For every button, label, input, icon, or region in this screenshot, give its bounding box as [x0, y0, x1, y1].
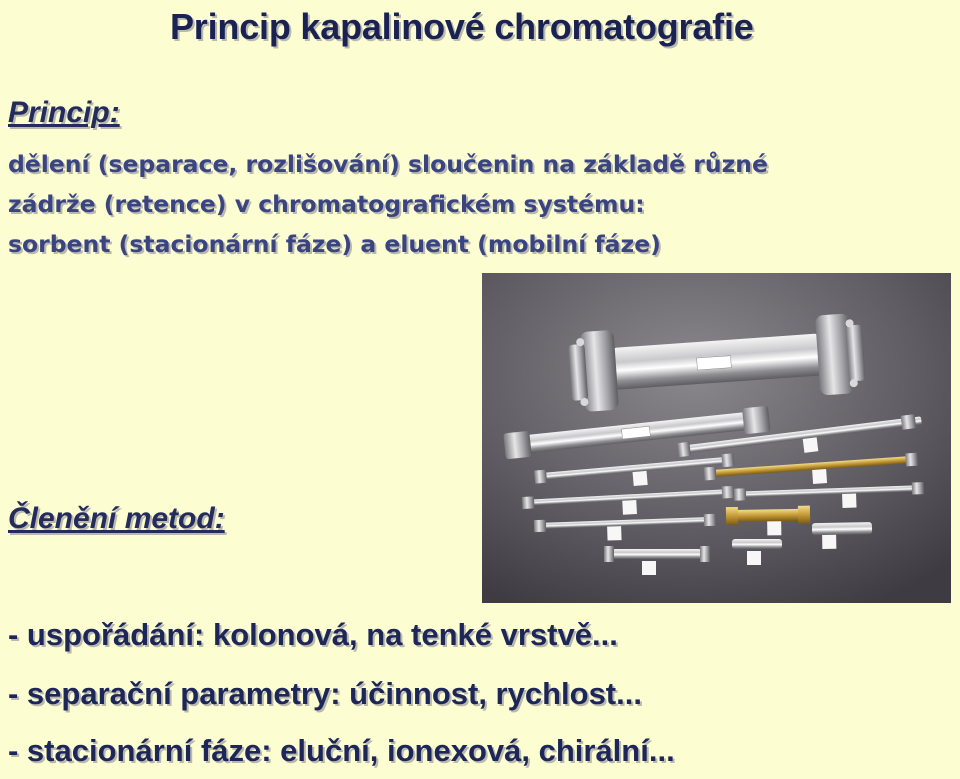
page-title: Princip kapalinové chromatografie: [170, 6, 754, 47]
principle-line: zádrže (retence) v chromatografickém systému:: [8, 190, 645, 218]
principle-line: dělení (separace, rozlišování) sloučenin na základě různé: [8, 150, 768, 178]
method-item: - separační parametry: účinnost, rychlost...: [8, 676, 642, 711]
method-item: - stacionární fáze: eluční, ionexová, chirální...: [8, 733, 675, 768]
principle-line: sorbent (stacionární fáze) a eluent (mobilní fáze): [8, 230, 661, 258]
principle-heading: Princip:: [8, 96, 120, 129]
methods-heading: Členění metod:: [8, 502, 225, 535]
chromatography-columns-photo: [482, 273, 951, 603]
principle-text: [8, 144, 958, 264]
method-item: - uspořádání: kolonová, na tenké vrstvě...: [8, 617, 618, 652]
